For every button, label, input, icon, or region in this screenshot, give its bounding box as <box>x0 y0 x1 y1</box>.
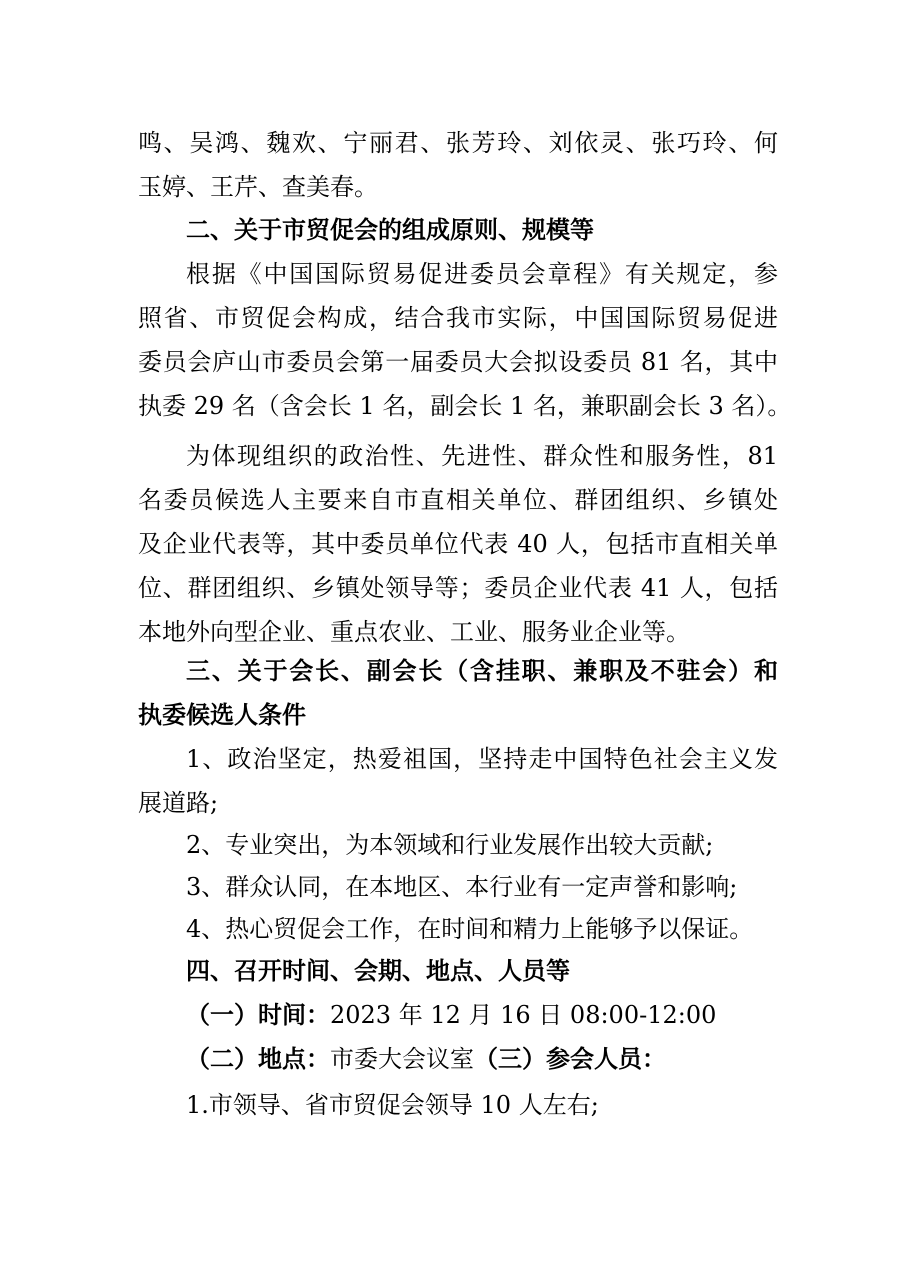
section-heading: 三、关于会长、副会长（含挂职、兼职及不驻会）和 <box>186 657 778 685</box>
text-line: 位、群团组织、乡镇处领导等；委员企业代表 41 人，包括 <box>138 574 778 602</box>
attendees-item: 1.市领导、省市贸促会领导 10 人左右; <box>186 1091 599 1119</box>
list-item: 1、政治坚定，热爱祖国，坚持走中国特色社会主义发 <box>186 745 778 773</box>
meeting-place <box>186 1044 778 1074</box>
list-item: 4、热心贸促会工作，在时间和精力上能够予以保证。 <box>186 915 754 943</box>
time-label: （一）时间： <box>186 1001 330 1029</box>
meeting-time <box>186 1000 778 1030</box>
text-line: 为体现组织的政治性、先进性、群众性和服务性，81 <box>186 442 778 470</box>
place-label: （二）地点： <box>186 1045 330 1073</box>
text-line: 委员会庐山市委员会第一届委员大会拟设委员 81 名，其中 <box>138 348 778 376</box>
text-line: 本地外向型企业、重点农业、工业、服务业企业等。 <box>138 618 690 646</box>
section-heading: 二、关于市贸促会的组成原则、规模等 <box>186 216 594 244</box>
time-value: 2023 年 12 月 16 日 08:00-12:00 <box>330 1001 717 1029</box>
place-value: 市委大会议室 <box>330 1045 474 1073</box>
list-item-continuation: 展道路; <box>138 789 219 817</box>
text-line: 照省、市贸促会构成，结合我市实际，中国国际贸易促进 <box>138 304 778 332</box>
text-line: 根据《中国国际贸易促进委员会章程》有关规定，参 <box>186 260 778 288</box>
attendees-label: （三）参会人员： <box>474 1045 666 1073</box>
section-heading: 执委候选人条件 <box>138 701 306 729</box>
text-line: 玉婷、王芹、查美春。 <box>138 173 378 201</box>
text-line: 执委 29 名（含会长 1 名，副会长 1 名，兼职副会长 3 名）。 <box>138 392 792 420</box>
section-heading: 四、召开时间、会期、地点、人员等 <box>186 957 570 985</box>
list-item: 2、专业突出，为本领域和行业发展作出较大贡献; <box>186 831 714 859</box>
text-line: 及企业代表等，其中委员单位代表 40 人，包括市直相关单 <box>138 530 778 558</box>
list-item: 3、群众认同，在本地区、本行业有一定声誉和影响; <box>186 873 738 901</box>
text-line: 鸣、吴鸿、魏欢、宁丽君、张芳玲、刘依灵、张巧玲、何 <box>138 129 778 157</box>
text-line: 名委员候选人主要来自市直相关单位、群团组织、乡镇处 <box>138 486 778 514</box>
